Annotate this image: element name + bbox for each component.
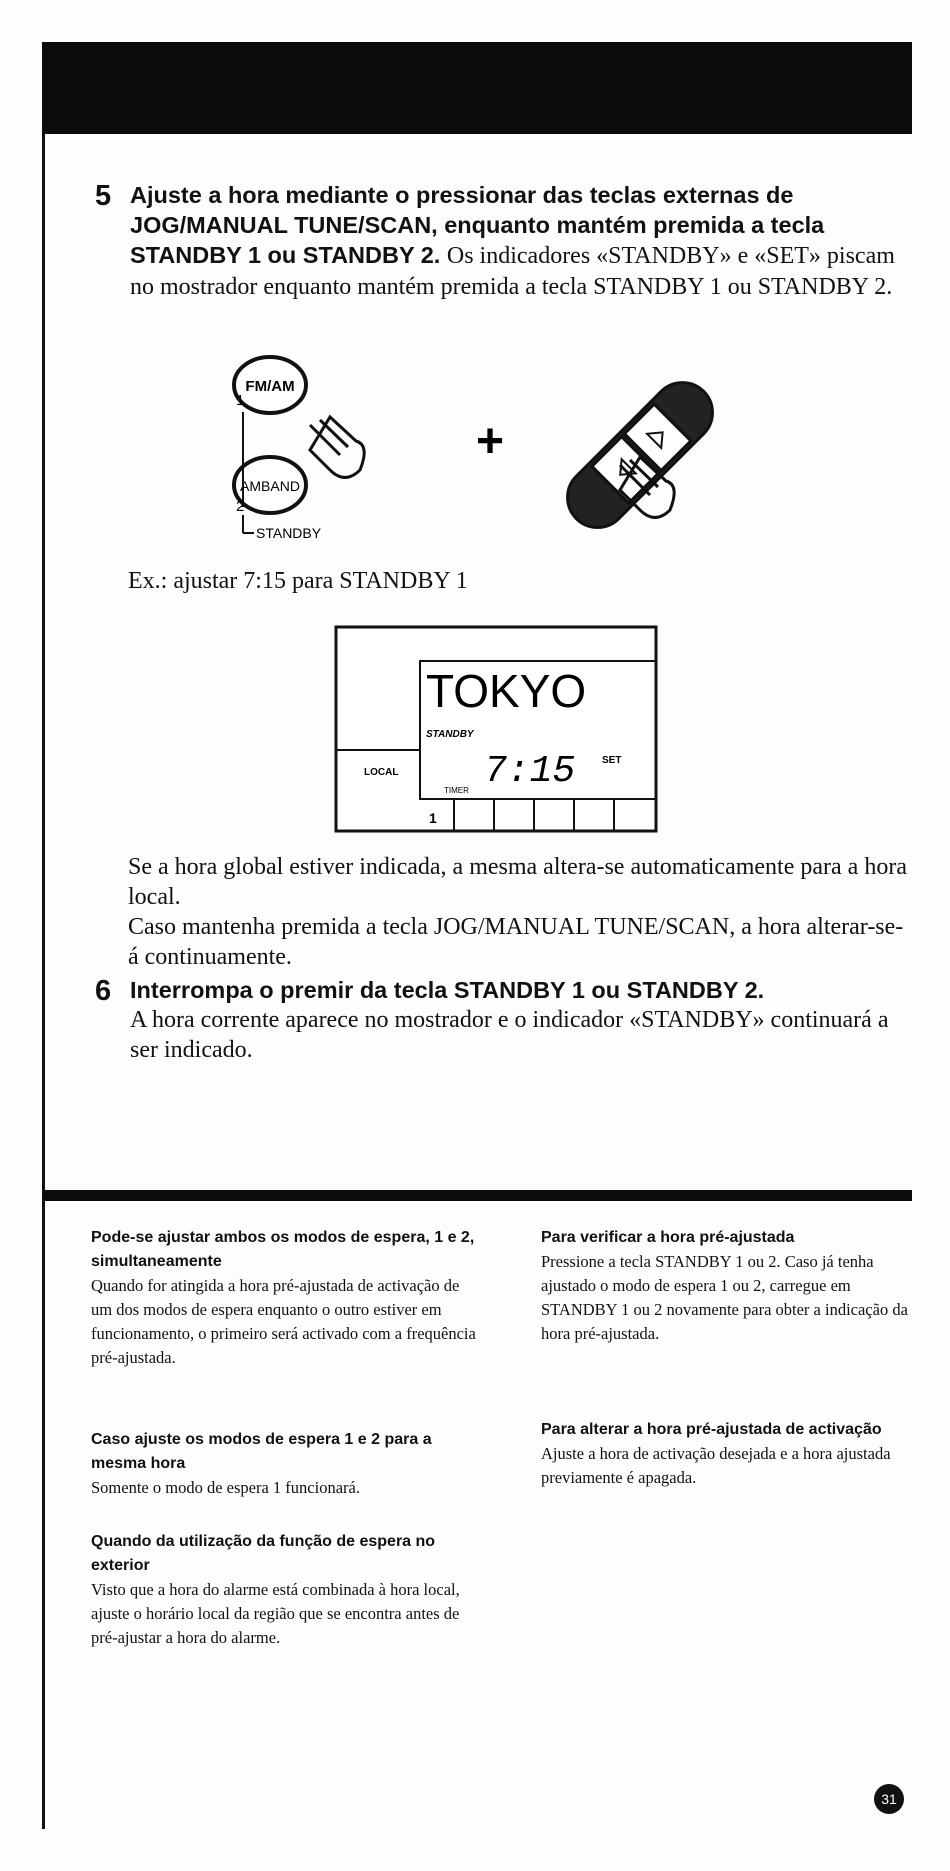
step-heading-text: Ajuste a hora mediante o pressionar das teclas externas de JOG/MANUAL TUNE/SCAN, enquanto mantém premida a tecla STANDBY 1 ou STANDBY 2.	[130, 182, 825, 268]
lcd-local: LOCAL	[364, 767, 399, 778]
step-heading	[130, 180, 895, 302]
note-left-2	[91, 1428, 481, 1500]
note-text: Ajuste a hora de activação desejada e a hora ajustada previamente é apagada.	[541, 1444, 891, 1487]
note-title: Pode-se ajustar ambos os modos de espera, 1 e 2, simultaneamente	[91, 1229, 475, 1270]
step-body-text: Os indicadores «STANDBY» e «SET» piscam no mostrador enquanto mantém premida a tecla STANDBY 1 ou STANDBY 2.	[130, 243, 895, 300]
lcd-time: 7:15	[484, 750, 576, 793]
left-margin-bar	[42, 42, 45, 1829]
note-title: Para alterar a hora pré-ajustada de activação	[541, 1421, 882, 1438]
note-title: Quando da utilização da função de espera no exterior	[91, 1533, 436, 1574]
step-number: 5	[95, 180, 112, 212]
lcd-standby: STANDBY	[426, 729, 474, 740]
step-body: A hora corrente aparece no mostrador e o indicador «STANDBY» continuará a ser indicado.	[130, 1007, 889, 1063]
step-5	[95, 180, 895, 302]
page-number-badge: 31	[874, 1784, 904, 1814]
fm-am-button	[234, 357, 306, 413]
example-caption: Ex.: ajustar 7:15 para STANDBY 1	[128, 568, 468, 594]
lcd-timer-1: 1	[429, 810, 437, 826]
note-text: Visto que a hora do alarme está combinada à hora local, ajuste o horário local da região que se encontra antes de pré-ajustar a hora do alarme.	[91, 1580, 460, 1647]
hand-pointer-icon	[310, 417, 364, 478]
lcd-set: SET	[602, 755, 622, 766]
fm-am-label: FM/AM	[245, 378, 295, 395]
step-number: 6	[95, 975, 112, 1007]
label-2: 2	[236, 498, 245, 515]
step-heading: Interrompa o premir da tecla STANDBY 1 ou STANDBY 2.	[130, 977, 765, 1003]
am-band-button	[234, 457, 306, 513]
standby-label: STANDBY	[256, 525, 322, 541]
note-text: Somente o modo de espera 1 funcionará.	[91, 1478, 360, 1497]
note-right-2	[541, 1418, 911, 1490]
notes-divider	[42, 1190, 912, 1201]
note-right-1	[541, 1226, 911, 1346]
note-left-1	[91, 1226, 481, 1370]
button-illustration	[220, 345, 780, 565]
label-1: 1	[236, 392, 245, 409]
lcd-city: TOKYO	[426, 665, 587, 717]
paragraph-continuous: Caso mantenha premida a tecla JOG/MANUAL TUNE/SCAN, a hora alterar-se-á continuamente.	[128, 914, 904, 970]
note-left-3	[91, 1530, 481, 1650]
lcd-display	[334, 625, 658, 833]
step-6	[95, 975, 895, 1065]
note-title: Para verificar a hora pré-ajustada	[541, 1229, 795, 1246]
note-text: Pressione a tecla STANDBY 1 ou 2. Caso já tenha ajustado o modo de espera 1 ou 2, carregue em STANDBY 1 ou 2 novamente para obter a indicação da hora pré-ajustada.	[541, 1252, 908, 1343]
paragraph-global-time: Se a hora global estiver indicada, a mesma altera-se automaticamente para a hora local.	[128, 854, 907, 910]
note-text: Quando for atingida a hora pré-ajustada de activação de um dos modos de espera enquanto o outro estiver em funcionamento, o primeiro será activado com a frequência pré-ajustada.	[91, 1276, 476, 1367]
top-header-band	[42, 42, 912, 134]
plus-sign: +	[475, 415, 505, 468]
am-band-label: AMBAND	[240, 478, 300, 494]
note-title: Caso ajuste os modos de espera 1 e 2 para a mesma hora	[91, 1431, 432, 1472]
lcd-timer: TIMER	[444, 786, 469, 795]
